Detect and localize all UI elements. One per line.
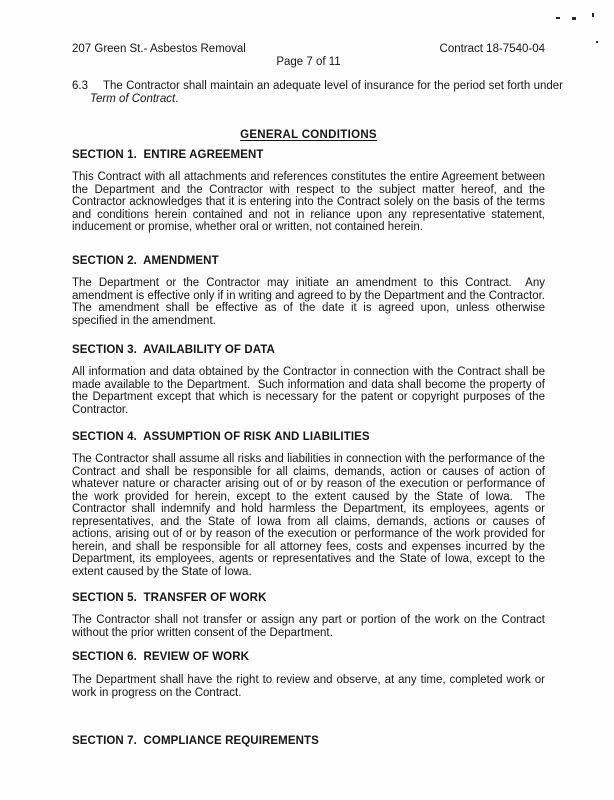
section-3-body: All information and data obtained by the Contractor in connection with the Contract shall be made available to the Department. Such information and data shall become the property of the Department except that which is necessary for the patent or copyright purposes of the Contractor. [72,366,549,416]
section-4-heading: SECTION 4. ASSUMPTION OF RISK AND LIABILITIES [72,431,370,443]
scan-artifact [556,17,560,19]
section-1-heading: SECTION 1. ENTIRE AGREEMENT [72,149,264,161]
section-3-heading: SECTION 3. AVAILABILITY OF DATA [72,344,275,356]
scan-artifact [596,41,598,43]
section-6-heading: SECTION 6. REVIEW OF WORK [72,651,250,663]
clause-suffix: . [175,92,179,105]
page-number: Page 7 of 11 [276,56,341,68]
document-title-wrap [72,129,545,142]
clause-italic-term: Term of Contract [90,92,176,105]
scan-artifact [592,13,594,17]
scan-artifact [572,17,576,20]
section-2-body: The Department or the Contractor may initiate an amendment to this Contract. Any amendment is effective only if in writing and agreed to by the Department and the Contractor. The amendment shall be effective as of the date it is agreed upon, unless otherwise specified in the amendment. [72,277,552,327]
section-2-heading: SECTION 2. AMENDMENT [72,255,219,267]
section-6-body: The Department shall have the right to review and observe, at any time, completed work or work in progress on the Contract. [72,674,549,699]
section-7-heading: SECTION 7. COMPLIANCE REQUIREMENTS [72,735,319,747]
section-5-body: The Contractor shall not transfer or assign any part or portion of the work on the Contract without the prior written consent of the Department. [72,614,549,639]
section-1-body: This Contract with all attachments and references constitutes the entire Agreement between the Department and the Contractor with respect to the subject matter hereof, and the Contractor acknowledges that it is entering into the Contract solely on the basis of the terms and conditions herein contained and not in reliance upon any representative statement, inducement or promise, whether oral or written, not contained herein. [72,171,549,233]
clause-lead-text: The Contractor shall maintain an adequate level of insurance for the period set forth under [103,80,563,92]
page-header [72,43,545,56]
document-title: GENERAL CONDITIONS [240,129,377,141]
header-project-title: 207 Green St.- Asbestos Removal [72,43,246,55]
clause-number: 6.3 [72,80,88,92]
section-4-body: The Contractor shall assume all risks and liabilities in connection with the performance of the Contract and shall be responsible for all claims, demands, action or causes of action of whatever nature or character arising out of or by reason of the execution or performance of the work provided for herein, except to the extent caused by the State of Iowa. The Contractor shall indemnify and hold harmless the Department, its employees, agents or representatives, and the State of Iowa from all claims, demands, actions or causes of actions, arising out of or by reason of the execution or performance of the work provided for herein, and shall be responsible for all attorney fees, costs and expenses incurred by the Department, its employees, agents or representatives and the State of Iowa, except to the extent caused by the State of Iowa. [72,453,549,578]
header-contract-number: Contract 18-7540-04 [439,43,545,55]
clause-6-3 [72,80,563,105]
section-5-heading: SECTION 5. TRANSFER OF WORK [72,592,267,604]
